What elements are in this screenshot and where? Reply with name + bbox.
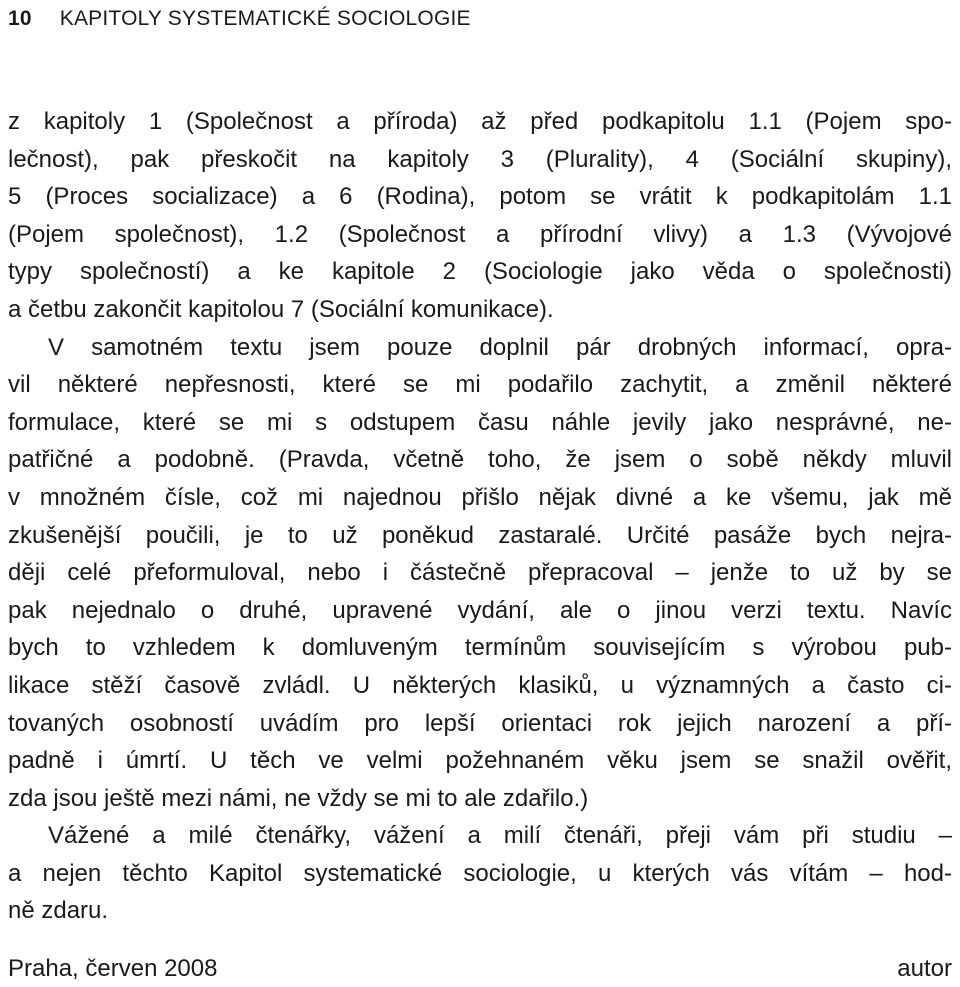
text-line: pak nejednalo o druhé, upravené vydání, ale o jinou verzi textu. Navíc — [8, 596, 952, 624]
text-line: vil některé nepřesnosti, které se mi podařilo zachytit, a změnil některé — [8, 371, 952, 399]
running-title: KAPITOLY SYSTEMATICKÉ SOCIOLOGIE — [59, 7, 471, 30]
text-line: formulace, které se mi s odstupem času náhle jevily jako nesprávné, ne- — [8, 408, 952, 436]
text-line: V samotném textu jsem pouze doplnil pár drobných informací, opra- — [48, 333, 952, 361]
text-line: bych to vzhledem k domluveným termínům souvisejícím s výrobou pub- — [8, 634, 952, 662]
text-line: ně zdaru. — [8, 897, 109, 925]
text-line: zkušenější poučili, je to už poněkud zastaralé. Určité pasáže bych nejra- — [8, 521, 952, 549]
text-line: 5 (Proces socializace) a 6 (Rodina), potom se vrátit k podkapitolám 1.1 — [8, 183, 952, 211]
text-line: padně i úmrtí. U těch ve velmi požehnaném věku jsem se snažil ověřit, — [8, 747, 952, 775]
text-line: a nejen těchto Kapitol systematické sociologie, u kterých vás vítám – hod- — [8, 859, 952, 887]
text-line: z kapitoly 1 (Společnost a příroda) až před podkapitolu 1.1 (Pojem spo- — [8, 108, 952, 135]
text-line: Vážené a milé čtenářky, vážení a milí čtenáři, přeji vám při studiu – — [48, 822, 952, 850]
text-line: patřičné a podobně. (Pravda, včetně toho, že jsem o sobě někdy mluvil — [8, 446, 952, 474]
text-line: (Pojem společnost), 1.2 (Společnost a přírodní vlivy) a 1.3 (Vývojové — [8, 220, 952, 248]
text-line: v množném čísle, což mi najednou přišlo nějak divné a ke všemu, jak mě — [8, 483, 952, 511]
body-text — [8, 103, 952, 930]
text-line: lečnost), pak přeskočit na kapitoly 3 (Plurality), 4 (Sociální skupiny), — [8, 145, 952, 173]
page-number: 10 — [8, 7, 32, 30]
text-line: ději celé přeformuloval, nebo i částečně přepracoval – jenže to už by se — [8, 559, 952, 587]
running-header — [8, 2, 471, 36]
place-date: Praha, červen 2008 — [8, 955, 218, 982]
text-line: a četbu zakončit kapitolou 7 (Sociální komunikace). — [8, 295, 554, 323]
text-line: tovaných osobností uvádím pro lepší orientaci rok jejich narození a pří- — [8, 709, 952, 737]
text-line: likace stěží časově zvládl. U některých klasiků, u významných a často ci- — [8, 671, 952, 699]
author-signature: autor — [897, 955, 952, 982]
text-line: zda jsou ještě mezi námi, ne vždy se mi to ale zdařilo.) — [8, 784, 589, 812]
signature-line — [8, 950, 952, 987]
text-line: typy společností) a ke kapitole 2 (Sociologie jako věda o společnosti) — [8, 258, 952, 286]
